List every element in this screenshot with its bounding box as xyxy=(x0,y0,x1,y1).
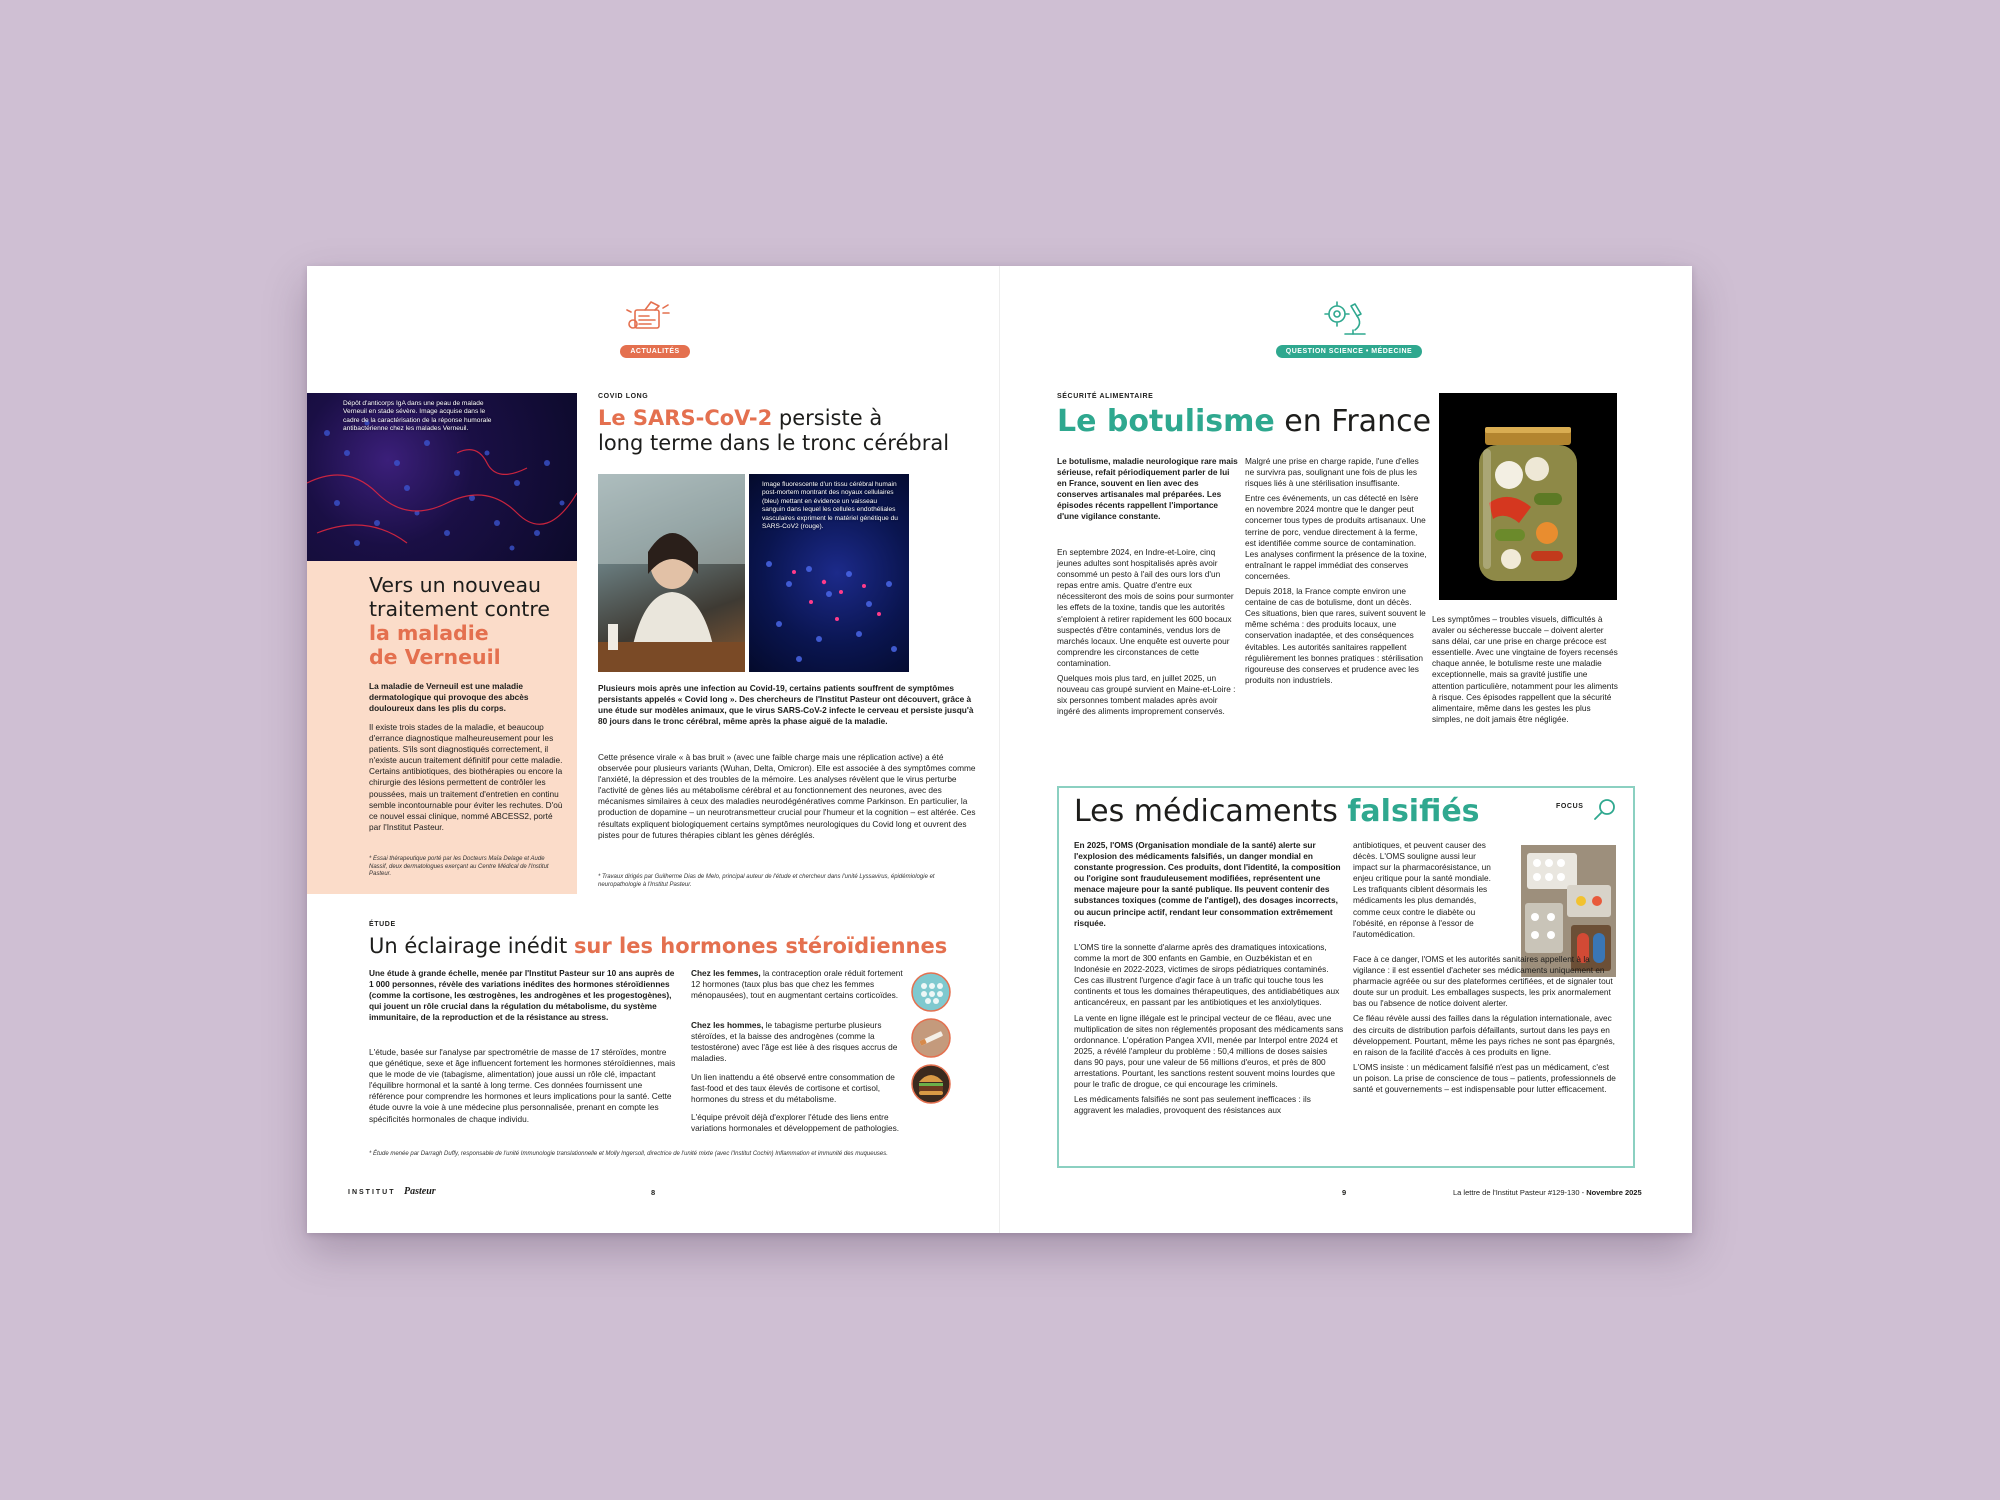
page-number-left: 8 xyxy=(651,1188,656,1197)
woman-headache-photo xyxy=(598,474,745,672)
verneuil-text: Il existe trois stades de la maladie, et beaucoup d'errance diagnostique malheureusement pour les patients. S'ils sont diagnostiqués correctement, il n'existe aucun traitement définitif pour cette maladie. Certains antibiotiques, des biothérapies ou encore la chirurgie des lésions permettent de contrôler les poussées, mais un traitement d'entretien en continu semble incontournable pour éviter les rechutes. D'où ce nouvel essai clinique, nommé ABCESS2, porté par l'Institut Pasteur. xyxy=(369,722,563,832)
botulisme-col1: En septembre 2024, en Indre-et-Loire, cinq jeunes adultes sont hospitalisés après avoir consommé un pesto à l'ail des ours lors d'un repas entre amis. Quatre d'entre eux nécessiteront des mois de soins pour surmonter les effets de la toxine, tandis que les autorités s'emploient à retirer rapidement les 600 bocaux suspectés d'être contaminés, vendus lors de marchés locaux. Une enquête est ouverte pour comprendre les circonstances de cette contamination. Quelques mois plus tard, en juillet 2025, un nouveau cas groupé survient en Maine-et-Loire : six personnes tombent malades après avoir ingéré des aliments improprement conservés. xyxy=(1057,547,1236,717)
hormones-title: Un éclairage inédit sur les hormones stéroïdiennes xyxy=(369,934,948,958)
footer-publication: La lettre de l'Institut Pasteur #129-130 - Novembre 2025 xyxy=(1453,1188,1642,1197)
microscope-virus-icon xyxy=(1323,298,1369,338)
covid-lead: Plusieurs mois après une infection au Covid-19, certains patients souffrent de symptômes persistants appelés « Covid long ». Des chercheurs de l'Institut Pasteur ont découvert, grâce à une étude sur modèles animaux, que le virus SARS-CoV-2 infecte le cerveau et persiste jusqu'à 80 jours dans le tronc cérébral, même après la phase aiguë de la maladie. xyxy=(598,683,974,727)
botulisme-kicker: SÉCURITÉ ALIMENTAIRE xyxy=(1057,393,1154,400)
page-gutter xyxy=(999,266,1000,1233)
hormones-next-paragraph: L'équipe prévoit déjà d'explorer l'étude des liens entre variations hormonales et développement de pathologies. xyxy=(691,1112,900,1134)
medicaments-lead: En 2025, l'OMS (Organisation mondiale de la santé) alerte sur l'explosion des médicaments falsifiés, un danger mondial en constante progression. Ces produits, dont l'identité, la composition ou l'origine sont frauduleusement modifiées, représentent une menace majeure pour la santé publique. Ils peuvent contenir des substances toxiques (comme de l'antigel), des dosages incorrects, ou aucun principe actif, rendant leur consommation extrêmement risquée. xyxy=(1074,840,1341,928)
botulisme-col3: Les symptômes – troubles visuels, difficultés à avaler ou sécheresse buccale – doivent alerter sans délai, car une prise en charge précoce est essentielle. Avec une vingtaine de foyers recensés chaque année, le botulisme reste une maladie exceptionnelle, mais sa gravité justifie une attention particulière, notamment pour les aliments à risque. Ces épisodes rappellent que la sécurité alimentaire, même dans les gestes les plus simples, ne doit jamais être négligée. xyxy=(1432,614,1618,724)
covid-kicker: COVID LONG xyxy=(598,393,649,400)
section-badge-question-science: QUESTION SCIENCE • MÉDECINE xyxy=(1276,345,1422,358)
megaphone-news-icon xyxy=(625,298,671,336)
page-number-right: 9 xyxy=(1342,1188,1347,1197)
botulisme-title: Le botulisme en France xyxy=(1057,404,1432,439)
focus-label: FOCUS xyxy=(1556,803,1584,810)
footer-logo-institut: INSTITUT xyxy=(348,1189,396,1196)
burger-icon xyxy=(911,1064,951,1104)
magnifier-icon xyxy=(1592,796,1618,822)
hormones-footnote: * Étude menée par Darragh Duffy, responsable de l'unité Immunologie translationnelle et Molly Ingersoll, directrice de l'unité mixte (avec l'Institut Cochin) Inflammation et immunité des muqueuses. xyxy=(369,1151,888,1157)
botulisme-col2: Malgré une prise en charge rapide, l'une d'elles ne survivra pas, soulignant une fois de plus les risques liés à une stérilisation insuffisante. Entre ces événements, un cas détecté en Isère en novembre 2024 montre que le danger peut concerner tous types de produits artisanaux. Une terrine de porc, vendue directement à la ferme, est identifiée comme source de contamination. Les analyses confirment la présence de la toxine, entraînant le rappel immédiat des conserves concernées. Depuis 2018, la France compte environ une centaine de cas de botulisme, dont un décès. Ces situations, bien que rares, suivent souvent le même schéma : des produits locaux, une conservation inadaptée, et des conséquences évitables. Les autorités sanitaires rappellent régulièrement les bonnes pratiques : stérilisation rigoureuse des conserves et prudence avec les produits non industriels. xyxy=(1245,456,1427,685)
footer-logo-pasteur: Pasteur xyxy=(404,1186,436,1197)
covid-text: Cette présence virale « à bas bruit » (avec une faible charge mais une réplication active) a été observée pour plusieurs variants (Wuhan, Delta, Omicron). Elle est associée à des symptômes comme l'anxiété, la dépression et des troubles de la mémoire. Les analyses révèlent que le virus perturbe l'activité de gènes liés au métabolisme cérébral et au fonctionnement des neurones, avec des mécanismes similaires à ceux des maladies neurodégénératives comme Parkinson. En particulier, la production de dopamine – un neurotransmetteur crucial pour l'humeur et la cognition – est altérée. Ces résultats expliquent biologiquement certains symptômes neurologiques du Covid long et ouvrent des pistes pour de futures thérapies ciblant les gènes déréglés. xyxy=(598,752,976,840)
medicaments-col2-top: antibiotiques, et peuvent causer des décès. L'OMS souligne aussi leur impact sur la pharmacorésistance, un enjeu critique pour la santé mondiale. Les trafiquants ciblent désormais les médicaments les plus demandés, comme ceux contre le diabète ou l'obésité, en réponse à l'essor de l'automédication. xyxy=(1353,840,1491,939)
cigarette-icon xyxy=(911,1018,951,1058)
hormones-women-paragraph: Chez les femmes, la contraception orale réduit fortement 12 hormones (taux plus bas que chez les femmes ménopausées), tout en augmentant certains corticoïdes. xyxy=(691,968,903,1001)
verneuil-lead: La maladie de Verneuil est une maladie dermatologique qui provoque des abcès douloureux dans les plis du corps. xyxy=(369,681,529,714)
verneuil-title: Vers un nouveau traitement contre la maladie de Verneuil xyxy=(369,573,550,669)
brain-tissue-caption: Image fluorescente d'un tissu cérébral humain post-mortem montrant des noyaux cellulaires (bleu) mettant en évidence un vaisseau sanguin dans lequel les cellules endothéliales vasculaires expriment le matériel génétique du SARS-CoV2 (rouge). xyxy=(762,481,898,531)
medicaments-title: Les médicaments falsifiés xyxy=(1074,794,1480,829)
preserve-jar-photo xyxy=(1439,393,1617,600)
hormones-text: L'étude, basée sur l'analyse par spectrométrie de masse de 17 stéroïdes, montre que génétique, sexe et âge influencent fortement les hormones stéroïdiennes, mais que le mode de vie (tabagisme, alimentation) joue aussi un rôle clé, impactant l'équilibre hormonal et la santé à long terme. Ces données fournissent une référence pour comprendre les hormones et leurs implications pour la santé. Cette étude ouvre la voie à une médecine plus personnalisée, prenant en compte les spécificités hormonales de chaque individu. xyxy=(369,1047,676,1124)
covid-footnote: * Travaux dirigés par Guilherme Dias de Melo, principal auteur de l'étude et chercheur dans l'unité Lyssavirus, épidémiologie et neuropathologie à l'Institut Pasteur. xyxy=(598,874,935,888)
contraceptive-pill-icon xyxy=(911,972,951,1012)
medicaments-col2: Face à ce danger, l'OMS et les autorités sanitaires appellent à la vigilance : il est essentiel d'acheter ses médicaments uniquement en pharmacie agréée ou sur des plateformes certifiées, et de signaler tout doute sur un produit. Les emballages suspects, les prix anormalement bas ou l'absence de notice doivent alerter. Ce fléau révèle aussi des failles dans la régulation internationale, avec des circuits de distribution parfois défaillants, surtout dans les pays en développement. Pourtant, même les pays riches ne sont pas épargnés, en raison de la facilité d'accès à ces produits en ligne. L'OMS insiste : un médicament falsifié n'est pas un médicament, c'est un poison. La prise de conscience de tous – patients, professionnels de santé et gouvernements – est indispensable pour lutter efficacement. xyxy=(1353,954,1616,1095)
verneuil-photo-caption: Dépôt d'anticorps IgA dans une peau de malade Verneuil en stade sévère. Image acquise dans le cadre de la caractérisation de la réponse humorale antibactérienne chez les malades Verneuil. xyxy=(343,400,492,433)
hormones-lead: Une étude à grande échelle, menée par l'Institut Pasteur sur 10 ans auprès de 1 000 personnes, révèle des variations inédites des hormones stéroïdiennes (comme la cortisone, les œstrogènes, les androgènes et les progestogènes), qui jouent un rôle crucial dans la régulation du métabolisme, du système immunitaire, de la reproduction et de la résistance au stress. xyxy=(369,968,675,1023)
hormones-men-paragraph: Chez les hommes, le tabagisme perturbe plusieurs stéroïdes, et la baisse des androgènes (comme la testostérone) avec l'âge est liée à des risques accrus de maladies. xyxy=(691,1020,898,1064)
verneuil-footnote: * Essai thérapeutique porté par les Docteurs Maïa Delage et Aude Nassif, deux dermatologues exerçant au Centre Médical de l'Institut Pasteur. xyxy=(369,856,549,878)
magazine-spread xyxy=(307,266,1692,1233)
hormones-kicker: ÉTUDE xyxy=(369,921,396,928)
botulisme-lead: Le botulisme, maladie neurologique rare mais sérieuse, refait périodiquement parler de lui en France, souvent en lien avec des conserves artisanales mal préparées. Les épisodes récents rappellent l'importance d'une vigilance constante. xyxy=(1057,456,1238,522)
covid-title: Le SARS-CoV-2 persiste à long terme dans le tronc cérébral xyxy=(598,406,950,455)
section-badge-actualites: ACTUALITÉS xyxy=(620,345,690,358)
medicaments-col1: L'OMS tire la sonnette d'alarme après des dramatiques intoxications, comme la mort de 300 enfants en Gambie, en Ouzbékistan et en Indonésie en 2022-2023, victimes de sirops pédiatriques contaminés. Ces cas illustrent l'urgence d'agir face à un trafic qui touche tous les continents et tous les domaines thérapeutiques, des antidiabétiques aux anticancéreux, en passant par les antibiotiques et les anxiolytiques. La vente en ligne illégale est le principal vecteur de ce fléau, avec une multiplication de sites non réglementés proposant des médicaments sans ordonnance. L'opération Pangea XVII, menée par Interpol entre 2024 et 2025, a révélé l'ampleur du problème : 50,4 millions de doses saisies dans 90 pays, pour une valeur de 56 millions d'euros, et près de 800 arrestations. Pourtant, les sanctions restent souvent moins lourdes que pour le trafic de drogue, ce qui encourage les criminels. Les médicaments falsifiés ne sont pas seulement inefficaces : ils aggravent les maladies, provoquent des résistances aux xyxy=(1074,942,1344,1116)
hormones-fastfood-paragraph: Un lien inattendu a été observé entre consommation de fast-food et des taux élevés de cortisone et cortisol, hormones du stress et du métabolisme. xyxy=(691,1072,895,1105)
